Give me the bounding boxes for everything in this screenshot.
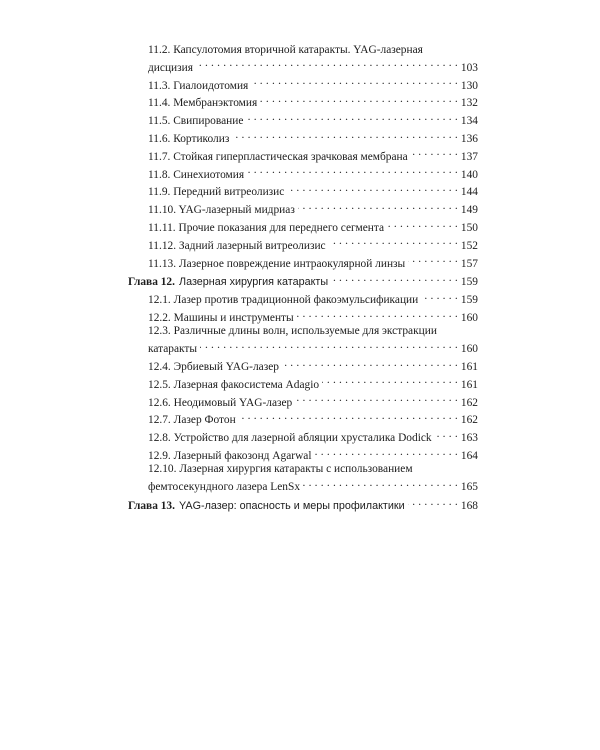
toc-page-number: 161	[460, 378, 478, 391]
toc-page-number: 163	[460, 432, 478, 445]
dot-leader	[329, 235, 458, 248]
toc-entry-11-4[interactable]	[128, 93, 478, 111]
toc-entry-title: 11.6. Кортиколиз	[148, 132, 230, 145]
toc-page-number: 140	[460, 168, 478, 181]
toc-entry-11-13[interactable]	[128, 253, 478, 271]
dot-leader	[251, 75, 458, 88]
toc-page-number: 162	[460, 396, 478, 409]
toc-entry-12-5[interactable]	[128, 374, 478, 392]
toc-entry-title: 11.3. Гиалоидотомия	[148, 79, 249, 92]
toc-entry-title: 12.6. Неодимовый YAG-лазер	[148, 396, 293, 409]
toc-entry-title: дисцизия	[148, 61, 193, 74]
toc-entry-title: 11.8. Синехиотомия	[148, 168, 245, 181]
chapter-label: Глава 12.	[128, 276, 175, 289]
toc-entry-11-11[interactable]	[128, 218, 478, 236]
chapter-label: Глава 13.	[128, 499, 175, 512]
dot-leader	[408, 496, 458, 509]
toc-entry-12-9[interactable]	[128, 446, 478, 464]
toc-page-number: 161	[460, 360, 478, 373]
table-of-contents	[128, 44, 478, 513]
toc-entry-11-12[interactable]	[128, 235, 478, 253]
toc-entry-12-8[interactable]	[128, 428, 478, 446]
toc-entry-11-9[interactable]	[128, 182, 478, 200]
toc-page-number: 136	[460, 132, 478, 145]
dot-leader	[247, 164, 458, 177]
toc-page-number: 165	[460, 481, 478, 494]
toc-entry-title-line: 12.10. Лазерная хирургия катаракты с использованием	[148, 463, 413, 476]
toc-entry-title: 11.11. Прочие показания для переднего сегмента	[148, 221, 385, 234]
toc-page-number: 168	[460, 499, 478, 512]
dot-leader	[297, 308, 458, 321]
toc-entry-11-10[interactable]	[128, 200, 478, 218]
toc-entry-title: 12.5. Лазерная факосистема Adagio	[148, 378, 320, 391]
toc-entry-12-10[interactable]	[128, 463, 478, 494]
toc-entry-12-2[interactable]	[128, 308, 478, 326]
toc-page-number: 160	[460, 311, 478, 324]
dot-leader	[282, 357, 458, 370]
toc-entry-title: 12.1. Лазер против традиционной факоэмульсификации	[148, 294, 419, 307]
dot-leader	[408, 253, 458, 266]
dot-leader	[315, 446, 458, 459]
toc-page-number: 160	[460, 343, 478, 356]
toc-entry-11-2[interactable]	[128, 44, 478, 75]
dot-leader	[322, 374, 458, 387]
toc-page-number: 159	[460, 276, 478, 289]
toc-entry-title: 11.4. Мембранэктомия	[148, 97, 258, 110]
dot-leader	[387, 218, 458, 231]
toc-entry-title: катаракты	[148, 343, 198, 356]
toc-entry-12-6[interactable]	[128, 392, 478, 410]
dot-leader	[421, 290, 458, 303]
dot-leader	[303, 477, 458, 490]
dot-leader	[435, 428, 458, 441]
chapter-title: YAG-лазер: опасность и меры профилактики	[178, 499, 405, 512]
toc-entry-title: 11.7. Стойкая гиперпластическая зрачковая мембрана	[148, 150, 408, 163]
dot-leader	[239, 410, 458, 423]
dot-leader	[331, 272, 458, 285]
toc-entry-title: 11.13. Лазерное повреждение интраокулярной линзы	[148, 257, 406, 270]
toc-entry-title: 12.2. Машины и инструменты	[148, 311, 294, 324]
toc-chapter-12[interactable]	[128, 272, 478, 290]
toc-page-number: 164	[460, 449, 478, 462]
dot-leader	[287, 182, 458, 195]
toc-page-number: 152	[460, 239, 478, 252]
toc-entry-11-8[interactable]	[128, 164, 478, 182]
toc-entry-title: 12.8. Устройство для лазерной абляции хрусталика Dodick	[148, 432, 432, 445]
dot-leader	[260, 93, 458, 106]
toc-page-number: 137	[460, 150, 478, 163]
toc-entry-11-5[interactable]	[128, 111, 478, 129]
toc-page-number: 150	[460, 221, 478, 234]
dot-leader	[232, 129, 458, 142]
toc-page-number: 103	[460, 61, 478, 74]
toc-entry-title: фемтосекундного лазера LenSx	[148, 481, 301, 494]
toc-entry-title-line: 12.3. Различные длины волн, используемые для экстракции	[148, 325, 437, 338]
toc-entry-12-1[interactable]	[128, 290, 478, 308]
toc-page-number: 132	[460, 97, 478, 110]
toc-entry-title: 12.7. Лазер Фотон	[148, 414, 236, 427]
dot-leader	[246, 111, 458, 124]
toc-entry-title: 12.9. Лазерный факозонд Agarwal	[148, 449, 312, 462]
chapter-title: Лазерная хирургия катаракты	[178, 276, 329, 289]
toc-entry-12-3[interactable]	[128, 325, 478, 356]
dot-leader	[200, 339, 458, 352]
toc-entry-12-7[interactable]	[128, 410, 478, 428]
toc-entry-title: 11.12. Задний лазерный витреолизис	[148, 239, 326, 252]
toc-entry-title: 11.9. Передний витреолизис	[148, 186, 285, 199]
dot-leader	[196, 57, 458, 70]
toc-page-number: 149	[460, 204, 478, 217]
toc-chapter-13[interactable]	[128, 496, 478, 514]
toc-page-number: 144	[460, 186, 478, 199]
toc-page-number: 159	[460, 294, 478, 307]
toc-entry-12-4[interactable]	[128, 357, 478, 375]
toc-entry-title: 11.5. Свипирование	[148, 115, 244, 128]
toc-entry-11-6[interactable]	[128, 129, 478, 147]
toc-page-number: 130	[460, 79, 478, 92]
toc-page-number: 157	[460, 257, 478, 270]
dot-leader	[298, 200, 458, 213]
toc-page-number: 134	[460, 115, 478, 128]
dot-leader	[295, 392, 458, 405]
toc-page-number: 162	[460, 414, 478, 427]
toc-entry-11-3[interactable]	[128, 75, 478, 93]
toc-entry-11-7[interactable]	[128, 146, 478, 164]
toc-entry-title-line: 11.2. Капсулотомия вторичной катаракты. YAG-лазерная	[148, 44, 423, 56]
toc-entry-title: 11.10. YAG-лазерный мидриаз	[148, 204, 295, 217]
toc-entry-title: 12.4. Эрбиевый YAG-лазер	[148, 360, 279, 373]
dot-leader	[411, 146, 458, 159]
